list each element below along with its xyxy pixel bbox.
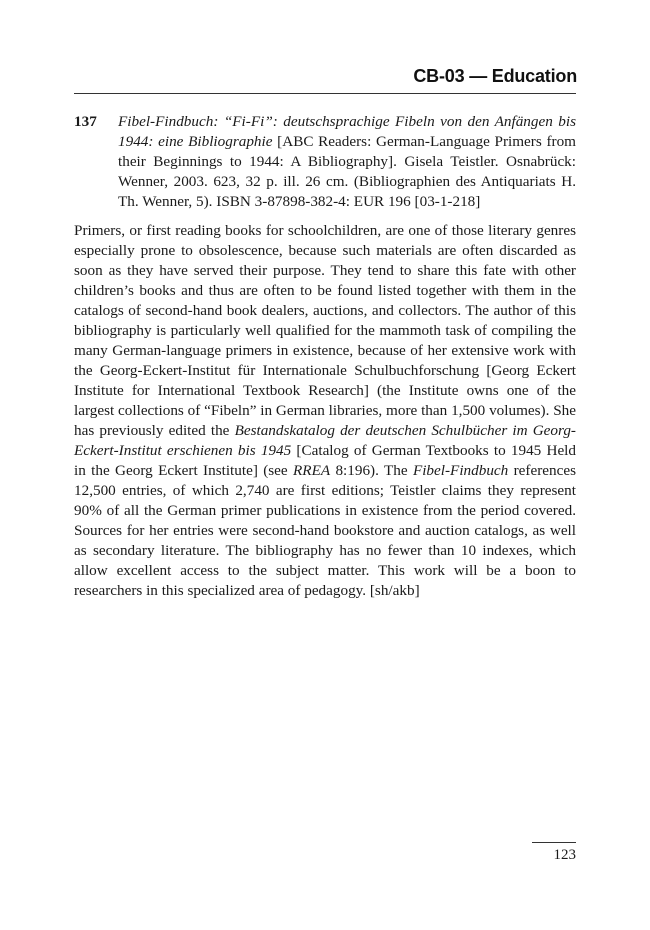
review-cited-title-2: Fibel-Findbuch — [412, 462, 509, 479]
review-paragraph — [74, 221, 576, 601]
entry-citation — [118, 112, 576, 212]
folio-rule — [532, 842, 576, 843]
review-text-2: [Catalog of German Textbooks to 1945 Held in the Georg Eckert Institute] (see — [74, 442, 576, 479]
review-cited-title-1: Bestandskatalog der deutschen Schulbücher im Georg-Eckert-Institut erschienen bis 1945 — [74, 422, 576, 459]
review-text-4: references 12,500 entries, of which 2,740 are first editions; Teistler claims they represent 90% of all the German primer publications in existence from the period covered. Sources for her entries were second-hand bookstore and auction catalogs, as well as secondary literature. The bibliography has no fewer than 10 indexes, which allow excellent access to the subject matter. This work will be a boon to researchers in this specialized area of pedagogy. [sh/akb] — [74, 462, 576, 599]
bibliography-entry — [74, 112, 576, 212]
review-cited-journal: RREA — [293, 462, 331, 479]
running-header-title: CB-03 — Education — [413, 66, 577, 86]
entry-details: [ABC Readers: German-Language Primers from their Beginnings to 1944: A Bibliography]. Gisela Teistler. Osnabrück: Wenner, 2003. 623, 32 p. ill. 26 cm. (Bibliographien des Antiquariats H. Th. Wenner, 5). ISBN 3-87898-382-4: EUR 196 [03-1-218] — [118, 133, 576, 210]
entry-number: 137 — [74, 113, 97, 130]
review-text-1: Primers, or first reading books for schoolchildren, are one of those literary genres especially prone to obsolescence, because such materials are often discarded as soon as they have served their purpose. They tend to share this fate with other children’s books and thus are often to be found listed together with them in the catalogs of second-hand book dealers, auctions, and collectors. The author of this bibliography is particularly well qualified for the mammoth task of compiling the many German-language primers in existence, because of her extensive work with the Georg-Eckert-Institut für Internationale Schulbuchforschung [Georg Eckert Institute for International Textbook Research] (the Institute owns one of the largest collections of “Fibeln” in German libraries, more than 1,500 volumes). She has previously edited the — [74, 222, 576, 439]
page-number: 123 — [553, 847, 576, 863]
entry-title: Fibel-Findbuch: “Fi-Fi”: deutschsprachige Fibeln von den Anfängen bis 1944: eine Bibliographie — [118, 113, 576, 150]
review-text-3: 8:196). The — [330, 462, 413, 479]
header-rule — [74, 93, 576, 94]
